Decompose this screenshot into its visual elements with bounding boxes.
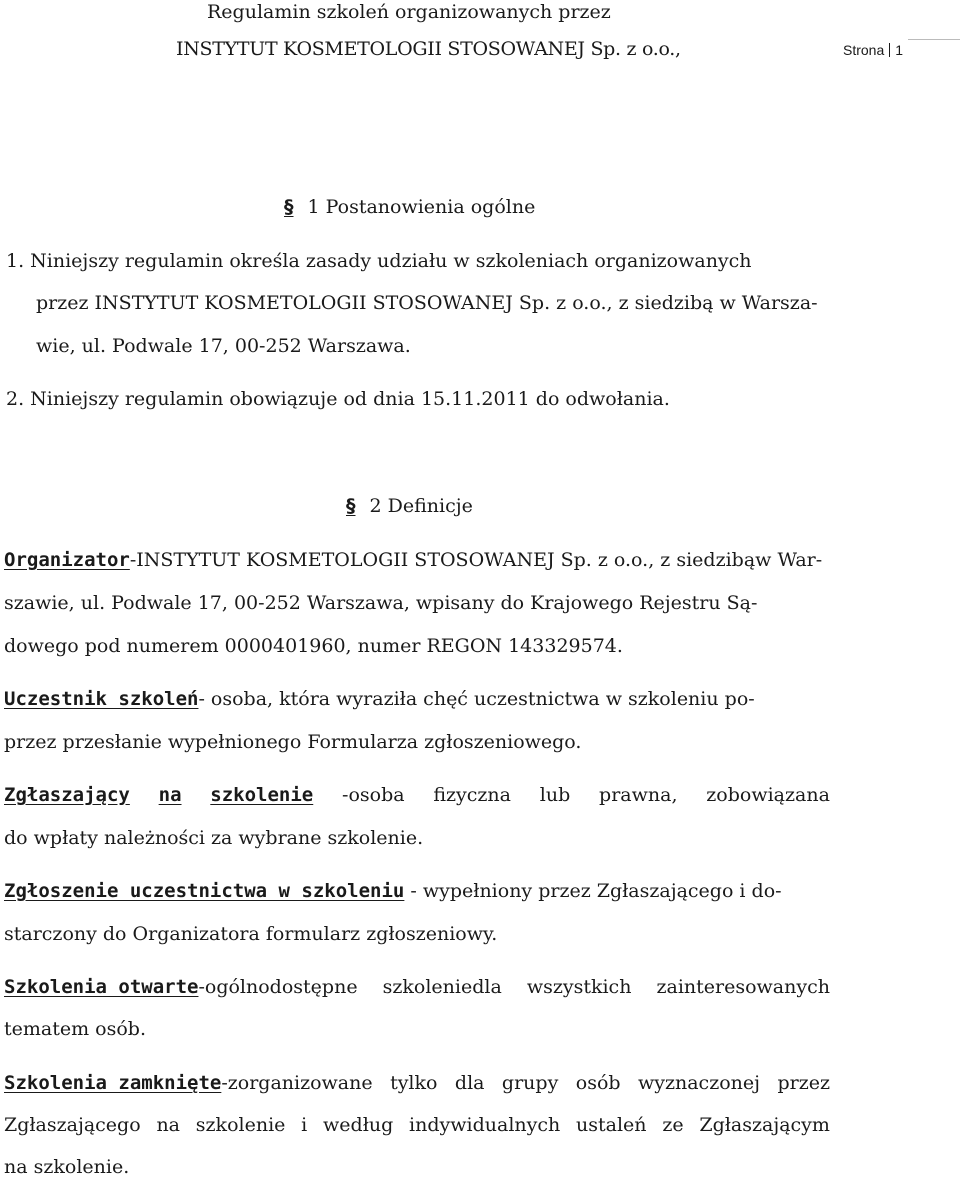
def-zamkniete-l2-word-1: Zgłaszającego: [4, 1114, 141, 1136]
def-zglaszajacy-term-3: szkolenie: [210, 784, 314, 806]
def-zglaszajacy-word-3: lub: [539, 784, 571, 806]
def-otwarte-word-3: wszystkich: [526, 976, 632, 998]
def-zamkniete-l2-word-9: Zgłaszającym: [699, 1114, 830, 1136]
page-number-label: [843, 40, 903, 60]
def-organizator-line1: [4, 548, 822, 572]
s1-item1-line1: 1. Niniejszy regulamin określa zasady udziału w szkoleniach organizowanych: [6, 250, 752, 272]
def-zamkniete-word-2: tylko: [390, 1072, 438, 1094]
s1-item2: 2. Niniejszy regulamin obowiązuje od dnia 15.11.2011 do odwołania.: [6, 388, 670, 410]
section2-heading: [346, 494, 473, 518]
def-zamkniete-l2-word-6: indywidualnych: [409, 1114, 561, 1136]
def-zamkniete-word-1: -zorganizowane: [221, 1072, 373, 1094]
page-label-text: Strona: [843, 42, 885, 58]
section1-title: 1 Postanowienia ogólne: [307, 196, 536, 218]
def-organizator-line3: dowego pod numerem 0000401960, numer REGON 143329574.: [4, 635, 623, 657]
def-uczestnik-text: - osoba, która wyraziła chęć uczestnictwa w szkoleniu po-: [198, 688, 755, 710]
def-zamkniete-l2-word-7: ustaleń: [576, 1114, 647, 1136]
header-title-line1: Regulamin szkoleń organizowanych przez: [207, 1, 611, 23]
def-zamkniete-l2-word-5: według: [323, 1114, 394, 1136]
page-label-separator: [889, 43, 890, 57]
def-zamkniete-word-7: przez: [777, 1072, 830, 1094]
def-zamkniete-word-5: osób: [575, 1072, 621, 1094]
def-otwarte-line2: tematem osób.: [4, 1018, 146, 1040]
page-number: 1: [895, 42, 904, 58]
def-uczestnik-term: Uczestnik szkoleń: [4, 688, 199, 710]
def-zglaszajacy-line1: [4, 783, 830, 807]
def-zglaszajacy-word-2: fizyczna: [433, 784, 511, 806]
def-zamkniete-word-6: wyznaczonej: [637, 1072, 761, 1094]
def-otwarte-term: Szkolenia otwarte: [4, 976, 199, 998]
def-zglaszajacy-word-4: prawna,: [599, 784, 678, 806]
header-rule: [908, 39, 960, 40]
def-zgloszenie-line1: [4, 879, 782, 903]
def-zamkniete-term: Szkolenia zamknięte: [4, 1072, 222, 1094]
def-zgloszenie-line2: starczony do Organizatora formularz zgłoszeniowy.: [4, 923, 498, 945]
def-otwarte-word-4: zainteresowanych: [656, 976, 830, 998]
def-zamkniete-l2-word-4: i: [301, 1114, 308, 1136]
def-zamkniete-l2-word-8: ze: [662, 1114, 684, 1136]
def-organizator-line2: szawie, ul. Podwale 17, 00-252 Warszawa, wpisany do Krajowego Rejestru Są-: [4, 592, 758, 614]
def-otwarte-word-1: -ogólnodostępne: [198, 976, 358, 998]
def-zglaszajacy-word-1: -osoba: [342, 784, 405, 806]
section2-title: 2 Definicje: [369, 495, 473, 517]
header-title-line2: INSTYTUT KOSMETOLOGII STOSOWANEJ Sp. z o.o.,: [176, 38, 681, 60]
def-zamkniete-l2-word-3: szkolenie: [195, 1114, 286, 1136]
def-zglaszajacy-line2: do wpłaty należności za wybrane szkolenie.: [4, 827, 424, 849]
section1-heading: [284, 195, 535, 219]
def-zglaszajacy-term-2: na: [158, 784, 182, 806]
def-zglaszajacy-term-1: Zgłaszający: [4, 784, 130, 806]
s1-item1-line2: przez INSTYTUT KOSMETOLOGII STOSOWANEJ Sp. z o.o., z siedzibą w Warsza-: [36, 292, 818, 314]
def-zgloszenie-text: - wypełniony przez Zgłaszającego i do-: [404, 880, 782, 902]
def-uczestnik-line1: [4, 687, 755, 711]
def-otwarte-word-2: szkoleniedla: [382, 976, 502, 998]
def-zglaszajacy-word-5: zobowiązana: [706, 784, 830, 806]
def-zamkniete-l2-word-2: na: [156, 1114, 181, 1136]
def-zamkniete-line3: na szkolenie.: [4, 1156, 130, 1178]
def-zgloszenie-term: Zgłoszenie uczestnictwa w szkoleniu: [4, 880, 405, 902]
def-otwarte-line1: [4, 975, 830, 999]
def-zamkniete-line1: [4, 1071, 830, 1095]
def-organizator-text: -INSTYTUT KOSMETOLOGII STOSOWANEJ Sp. z o.o., z siedzibąw War-: [129, 549, 823, 571]
paragraph-symbol-icon: §: [284, 196, 294, 218]
def-zamkniete-word-3: dla: [454, 1072, 485, 1094]
def-organizator-term: Organizator: [4, 549, 130, 571]
def-zamkniete-line2: [4, 1113, 830, 1137]
paragraph-symbol-icon: §: [346, 495, 356, 517]
s1-item1-line3: wie, ul. Podwale 17, 00-252 Warszawa.: [36, 335, 411, 357]
def-uczestnik-line2: przez przesłanie wypełnionego Formularza zgłoszeniowego.: [4, 731, 582, 753]
def-zamkniete-word-4: grupy: [501, 1072, 559, 1094]
